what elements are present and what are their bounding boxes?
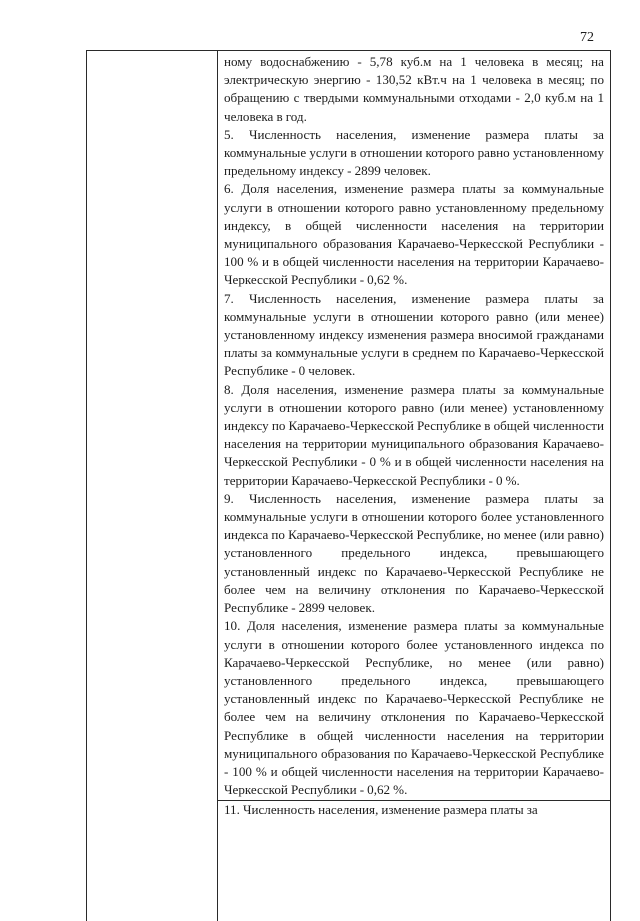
- paragraph-item-11: 11. Численность населения, изменение размера платы за: [224, 802, 538, 818]
- paragraph-item-8: 8. Доля населения, изменение размера платы за коммунальные услуги в отношении которого равно (или менее) установленному индексу по Карачаево-Черкесской Республике в общей численности населения на территории муниципального образования Карачаево-Черкесской Республики - 0 % и в общей численности населения на территории Карачаево-Черкесской Республики - 0 %.: [224, 381, 604, 488]
- paragraph-continuation: ному водоснабжению - 5,78 куб.м на 1 человека в месяц; на электрическую энергию - 130,52 кВт.ч на 1 человека в месяц; по обращению с твердыми коммунальными отходами - 2,0 куб.м на 1 человека в год.: [224, 54, 604, 124]
- table-right-column: [218, 51, 611, 921]
- paragraph-item-5: 5. Численность населения, изменение размера платы за коммунальные услуги в отношении которого равно установленному предельному индексу - 2899 человек.: [224, 126, 604, 179]
- paragraph-item-9: 9. Численность населения, изменение размера платы за коммунальные услуги в отношении которого более установленного индекса по Карачаево-Черкесской Республике, но менее (или равно) установленного предельного индекса, превышающего установленный индекс по Карачаево-Черкесской Республике не более чем на величину отклонения по Карачаево-Черкесской Республике - 2899 человек.: [224, 490, 604, 616]
- document-table: [86, 50, 611, 921]
- page-number: 72: [580, 30, 594, 45]
- table-left-column: [87, 51, 218, 921]
- paragraph-item-10: 10. Доля населения, изменение размера платы за коммунальные услуги в отношении которого более установленного индекса по Карачаево-Черкесской Республике, но менее (или равно) установленного предельного индекса, превышающего установленный индекс по Карачаево-Черкесской Республике не более чем на величину отклонения по Карачаево-Черкесской Республике в общей численности населения на территории муниципального образования по Карачаево-Черкесской Республике - 100 % и общей численности населения на территории Карачаево-Черкесской Республики - 0,62 %.: [224, 617, 604, 801]
- paragraph-item-6: 6. Доля населения, изменение размера платы за коммунальные услуги в отношении которого равно установленному предельному индексу, в общей численности населения на территории муниципального образования Карачаево-Черкесской Республики - 100 % и в общей численности населения на территории Карачаево-Черкесской Республики - 0,62 %.: [224, 181, 604, 288]
- paragraph-item-7: 7. Численность населения, изменение размера платы за коммунальные услуги в отношении которого равно (или менее) установленному индексу изменения размера вносимой гражданами платы за коммунальные услуги в среднем по Карачаево-Черкесской Республике - 0 человек.: [224, 290, 604, 379]
